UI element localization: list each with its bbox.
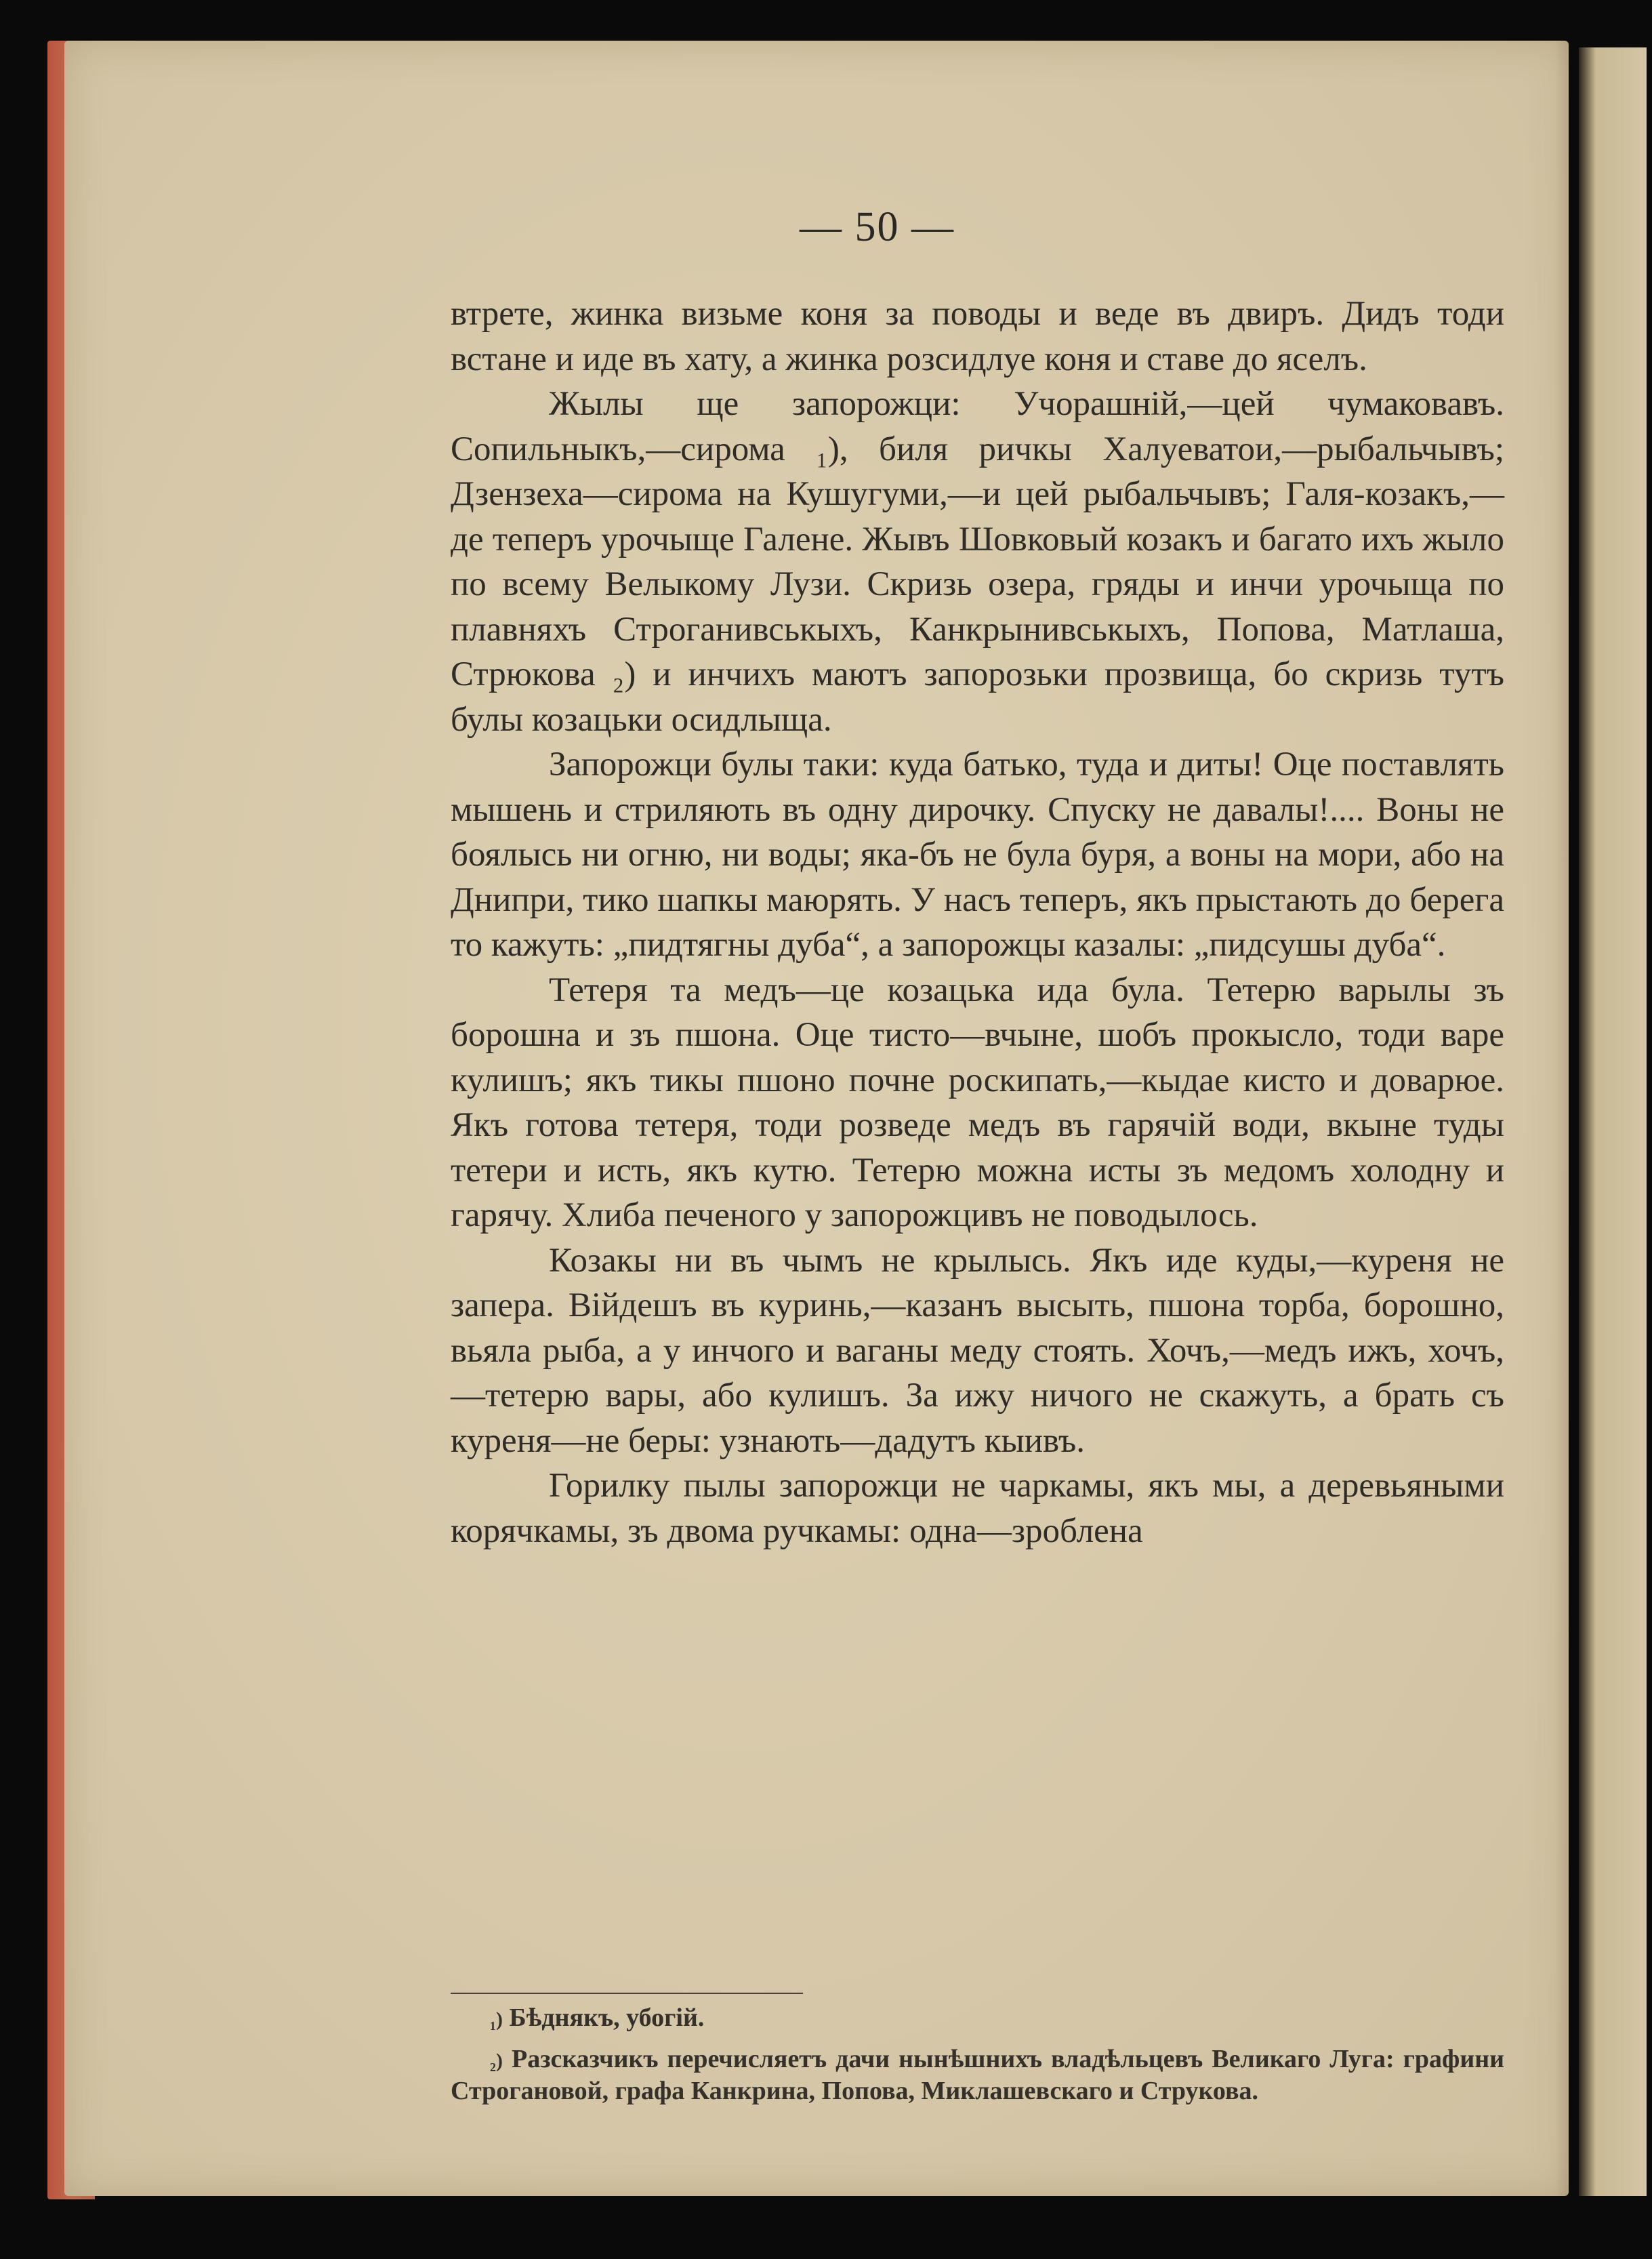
facing-page-edge [1579, 47, 1647, 2196]
footnote-text: Разсказчикъ перечисляетъ дачи нынѣшнихъ владѣльцевъ Великаго Луга: графини Строгановой, графа Канкрина, Попова, Миклашевскаго и Струкова. [451, 2045, 1504, 2105]
paragraph: Козакы ни въ чымъ не крылысь. Якъ иде куды,—куреня не запера. Війдешъ въ куринь,—казанъ высыть, пшона торба, борошно, вьяла рыба, а у инчого и ваганы меду стоять. Хочъ,—медъ ижъ, хочъ,—тетерю вары, або кулишъ. За ижу ничого не скажуть, а брать съ куреня—не беры: узнають—дадутъ кыивъ. [451, 1241, 1504, 1460]
paragraph: Тетеря та медъ—це козацька ида була. Тетерю варылы зъ борошна и зъ пшона. Оце тисто—вчыне, шобъ прокысло, тоди варе кулишъ; якъ тикы пшоно почне роскипать,—кыдае кисто и доварюе. Якъ готова тетеря, тоди розведе медъ въ гарячій води, вкыне туды тетери и исть, якъ кутю. Тетерю можна исты зъ медомъ холодну и гарячу. Хлиба печеного у запорожцивъ не поводылось. [451, 971, 1504, 1234]
paragraph: Горилку пылы запорожци не чаркамы, якъ мы, а деревьяными корячкамы, зъ двома ручкамы: одна—зроблена [451, 1467, 1504, 1550]
footnote-text: Бѣднякъ, убогій. [509, 2003, 705, 2032]
paragraph: втрете, жинка визьме коня за поводы и веде въ двиръ. Дидъ тоди встане и иде въ хату, а жинка розсидлуе коня и ставе до яселъ. [451, 295, 1504, 378]
paragraph: Запорожци булы таки: куда батько, туда и диты! Оце поставлять мышень и стриляють въ одну дирочку. Спуску не давалы!.... Воны не боялысь ни огню, ни воды; яка-бъ не була буря, а воны на мори, або на Днипри, тико шапкы маюрять. У насъ теперъ, якъ прыстають до берега то кажуть: „пидтягны дуба“, а запорожцы казалы: „пидсушы дуба“. [451, 746, 1504, 964]
page-gutter-shadow [1555, 41, 1569, 2196]
footnotes [451, 2003, 1504, 2116]
footnote-mark: ₂) [490, 2050, 503, 2072]
page-number: — 50 — [800, 204, 955, 250]
footnote-mark: ₁) [490, 2008, 503, 2031]
main-text [451, 291, 1504, 1553]
footnote [451, 2003, 1504, 2035]
footnote [451, 2044, 1504, 2107]
paragraph: Жылы ще запорожци: Учорашній,—цей чумаковавъ. Сопильныкъ,—сирома ₁), биля ричкы Халуеватои,—рыбальчывъ; Дзензеха—сирома на Кушугуми,—и цей рыбальчывъ; Галя-козакъ,—де теперъ урочыще Галене. Жывъ Шовковый козакъ и багато ихъ жыло по всему Велыкому Лузи. Скризь озера, гряды и инчи урочыща по плавняхъ Строганивськыхъ, Канкрынивськыхъ, Попова, Матлаша, Стрюкова ₂) и инчихъ маютъ запорозьки прозвища, бо скризь тутъ булы козацьки осидлыща. [451, 385, 1504, 739]
footnote-divider [451, 1993, 803, 1994]
